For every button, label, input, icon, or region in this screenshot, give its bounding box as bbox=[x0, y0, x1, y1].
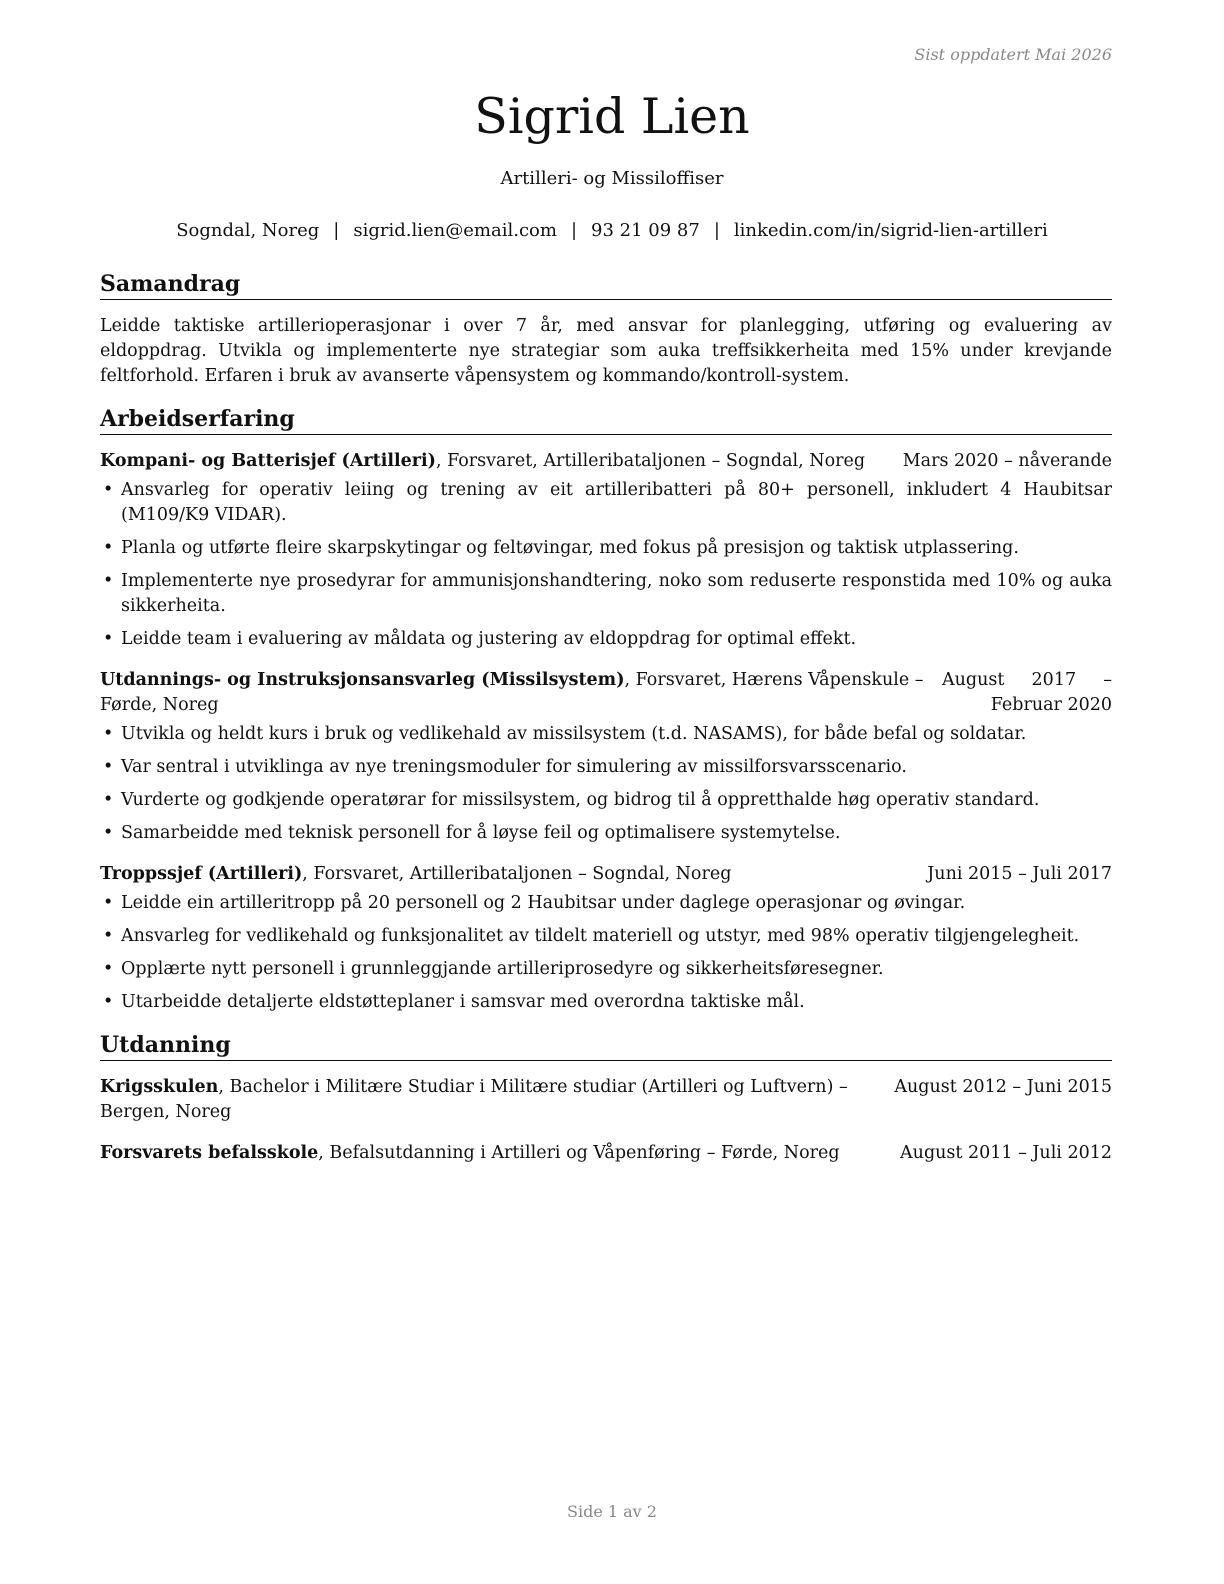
list-item: • Ansvarleg for vedlikehald og funksjonalitet av tildelt materiell og utstyr, med 98% operativ tilgjengelegheit. bbox=[100, 924, 1112, 949]
section-education bbox=[100, 1031, 1112, 1166]
contact-separator: | bbox=[333, 220, 340, 241]
job-header bbox=[100, 668, 1112, 718]
job-dates: Juni 2015 – Juli 2017 bbox=[927, 864, 1112, 884]
job-org: , Forsvaret, Artilleribataljonen – Sogndal, Noreg bbox=[435, 451, 866, 471]
job-entry bbox=[100, 668, 1112, 846]
job-entry bbox=[100, 862, 1112, 1015]
summary-text: Leidde taktiske artillerioperasjonar i over 7 år, med ansvar for planlegging, utføring og evaluering av eldoppdrag. Utvikla og implementerte nye strategiar som auka treffsikkerheita med 15% under krevjande feltforhold. Erfaren i bruk av avanserte våpensystem og kommando/kontroll-system. bbox=[100, 316, 1112, 386]
contact-location: Sogndal, Noreg bbox=[176, 220, 320, 241]
job-bullets bbox=[100, 722, 1112, 846]
list-item: • Samarbeidde med teknisk personell for å løyse feil og optimalisere systemytelse. bbox=[100, 821, 1112, 846]
list-item: • Leidde team i evaluering av måldata og justering av eldoppdrag for optimal effekt. bbox=[100, 627, 1112, 652]
education-entry bbox=[100, 1075, 1112, 1125]
last-updated: Sist oppdatert Mai 2026 bbox=[914, 45, 1112, 64]
contact-separator: | bbox=[713, 220, 720, 241]
contact-separator: | bbox=[570, 220, 578, 241]
contact-line bbox=[0, 220, 1224, 241]
bullet-icon: • bbox=[103, 629, 114, 649]
education-dates: August 2012 – Juni 2015 bbox=[894, 1077, 1112, 1097]
section-heading: Samandrag bbox=[100, 270, 1112, 300]
list-item: • Var sentral i utviklinga av nye treningsmoduler for simulering av missilforsvarsscenario. bbox=[100, 755, 1112, 780]
bullet-icon: • bbox=[103, 571, 114, 591]
job-header bbox=[100, 449, 1112, 474]
job-bullets bbox=[100, 891, 1112, 1015]
section-heading: Utdanning bbox=[100, 1031, 1112, 1061]
page-number: Side 1 av 2 bbox=[567, 1502, 657, 1521]
job-dates: Mars 2020 – nåverande bbox=[902, 451, 1112, 471]
list-item: • Vurderte og godkjende operatørar for missilsystem, og bidrog til å oppretthalde høg operativ standard. bbox=[100, 788, 1112, 813]
bullet-icon: • bbox=[103, 480, 114, 500]
bullet-icon: • bbox=[103, 926, 114, 946]
bullet-icon: • bbox=[103, 893, 114, 913]
bullet-icon: • bbox=[103, 757, 114, 777]
job-header bbox=[100, 862, 1112, 887]
degree-detail: , Bachelor i Militære Studiar i Militære studiar (Artilleri og Luftvern) – Bergen, Noreg bbox=[100, 1077, 848, 1122]
bullet-icon: • bbox=[103, 790, 114, 810]
contact-email[interactable]: sigrid.lien@email.com bbox=[353, 220, 557, 241]
degree-detail: , Befalsutdanning i Artilleri og Våpenføring – Førde, Noreg bbox=[318, 1143, 840, 1163]
list-item: • Implementerte nye prosedyrar for ammunisjonshandtering, noko som reduserte responstida med 10% og auka sikkerheita. bbox=[103, 571, 1112, 616]
job-entry bbox=[100, 449, 1112, 652]
job-dates: August 2017 – Februar 2020 bbox=[942, 670, 1112, 715]
education-header bbox=[100, 1075, 1112, 1125]
job-bullets bbox=[100, 478, 1112, 652]
bullet-icon: • bbox=[103, 959, 114, 979]
person-name: Sigrid Lien bbox=[474, 88, 750, 145]
education-dates: August 2011 – Juli 2012 bbox=[900, 1143, 1112, 1163]
list-item: • Utvikla og heldt kurs i bruk og vedlikehald av missilsystem (t.d. NASAMS), for både befal og soldatar. bbox=[100, 722, 1112, 747]
list-item: • Leidde ein artilleritropp på 20 personell og 2 Haubitsar under daglege operasjonar og øvingar. bbox=[100, 891, 1112, 916]
list-item: • Ansvarleg for operativ leiing og trening av eit artilleribatteri på 80+ personell, inkludert 4 Haubitsar (M109/K9 VIDAR). bbox=[103, 480, 1112, 525]
job-role: Utdannings- og Instruksjonsansvarleg (Missilsystem) bbox=[100, 670, 625, 690]
job-org: , Forsvaret, Hærens Våpenskule – Førde, Noreg bbox=[100, 670, 924, 715]
education-header bbox=[100, 1141, 1112, 1166]
contact-phone: 93 21 09 87 bbox=[591, 220, 700, 241]
section-experience bbox=[100, 405, 1112, 1015]
resume-body bbox=[100, 270, 1112, 1182]
job-role: Kompani- og Batterisjef (Artilleri) bbox=[100, 451, 436, 471]
list-item: • Planla og utførte fleire skarpskytingar og feltøvingar, med fokus på presisjon og taktisk utplassering. bbox=[100, 536, 1112, 561]
education-entry bbox=[100, 1141, 1112, 1166]
section-heading: Arbeidserfaring bbox=[100, 405, 1112, 435]
bullet-icon: • bbox=[103, 992, 114, 1012]
school-name: Forsvarets befalsskole bbox=[100, 1143, 319, 1163]
contact-linkedin[interactable]: linkedin.com/in/sigrid-lien-artilleri bbox=[733, 220, 1048, 241]
school-name: Krigsskulen bbox=[100, 1077, 219, 1097]
bullet-icon: • bbox=[103, 538, 114, 558]
list-item: • Utarbeidde detaljerte eldstøtteplaner i samsvar med overordna taktiske mål. bbox=[100, 990, 1112, 1015]
bullet-icon: • bbox=[103, 823, 114, 843]
job-role: Troppssjef (Artilleri) bbox=[100, 864, 303, 884]
job-org: , Forsvaret, Artilleribataljonen – Sogndal, Noreg bbox=[302, 864, 732, 884]
bullet-icon: • bbox=[103, 724, 114, 744]
section-summary bbox=[100, 270, 1112, 389]
job-title: Artilleri- og Missiloffiser bbox=[500, 168, 724, 189]
list-item: • Opplærte nytt personell i grunnleggjande artilleriprosedyre og sikkerheitsføresegner. bbox=[100, 957, 1112, 982]
